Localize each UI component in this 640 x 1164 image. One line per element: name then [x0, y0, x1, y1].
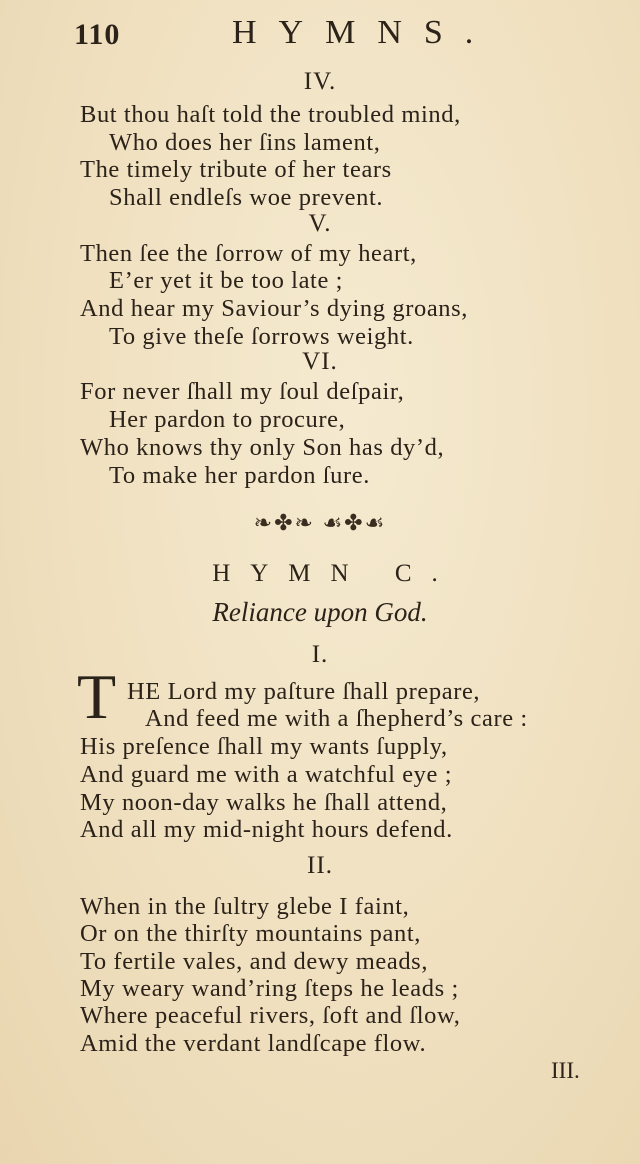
running-head: HYMNS. — [232, 14, 496, 51]
verse-line: The timely tribute of her tears — [80, 156, 392, 183]
verse-line: Where peaceful rivers, ſoft and ſlow, — [80, 1002, 461, 1029]
verse-line: Amid the verdant landſcape flow. — [80, 1030, 427, 1057]
verse-line: And hear my Saviour’s dying groans, — [80, 295, 468, 322]
verse-line: Who does her ſins lament, — [109, 129, 381, 156]
verse-line: Her pardon to procure, — [109, 406, 346, 433]
hymn-subtitle: Reliance upon God. — [212, 597, 428, 627]
page-number: 110 — [74, 18, 121, 51]
drop-cap: T — [77, 661, 117, 732]
verse-line: And feed me with a ſhepherd’s care : — [145, 705, 528, 732]
verse-line: And guard me with a watchful eye ; — [80, 761, 453, 788]
verse-line: Who knows thy only Son has dy’d, — [80, 434, 445, 461]
stanza-numeral: I. — [311, 641, 329, 668]
verse-line: Or on the thirſty mountains pant, — [80, 920, 421, 947]
verse-line: When in the ſultry glebe I faint, — [80, 893, 410, 920]
verse-line: E’er yet it be too late ; — [109, 267, 344, 294]
verse-line: But thou haſt told the troubled mind, — [80, 101, 461, 128]
verse-line: To fertile vales, and dewy meads, — [80, 948, 429, 975]
stanza-numeral: II. — [307, 852, 333, 879]
verse-line: Shall endleſs woe prevent. — [109, 184, 384, 211]
verse-line: His preſence ſhall my wants ſupply, — [80, 733, 448, 760]
verse-line: Then ſee the ſorrow of my heart, — [80, 240, 417, 267]
verse-line: To give theſe ſorrows weight. — [109, 323, 414, 350]
verse-line: To make her pardon ſure. — [109, 462, 370, 489]
catchword: III. — [551, 1058, 580, 1083]
verse-line: My noon-day walks he ſhall attend, — [80, 789, 448, 816]
verse-line: For never ſhall my ſoul deſpair, — [80, 378, 405, 405]
verse-line: My weary wand’ring ſteps he leads ; — [80, 975, 459, 1002]
printers-ornament: ❧✤❧ ☙✤☙ — [253, 510, 387, 535]
stanza-numeral: V. — [308, 210, 332, 237]
verse-line: HE Lord my paſture ſhall prepare, — [127, 678, 481, 705]
stanza-numeral: VI. — [302, 348, 338, 375]
verse-line: And all my mid-night hours defend. — [80, 816, 453, 843]
hymn-title: HYMN C. — [212, 560, 458, 587]
stanza-numeral: IV. — [303, 68, 337, 95]
